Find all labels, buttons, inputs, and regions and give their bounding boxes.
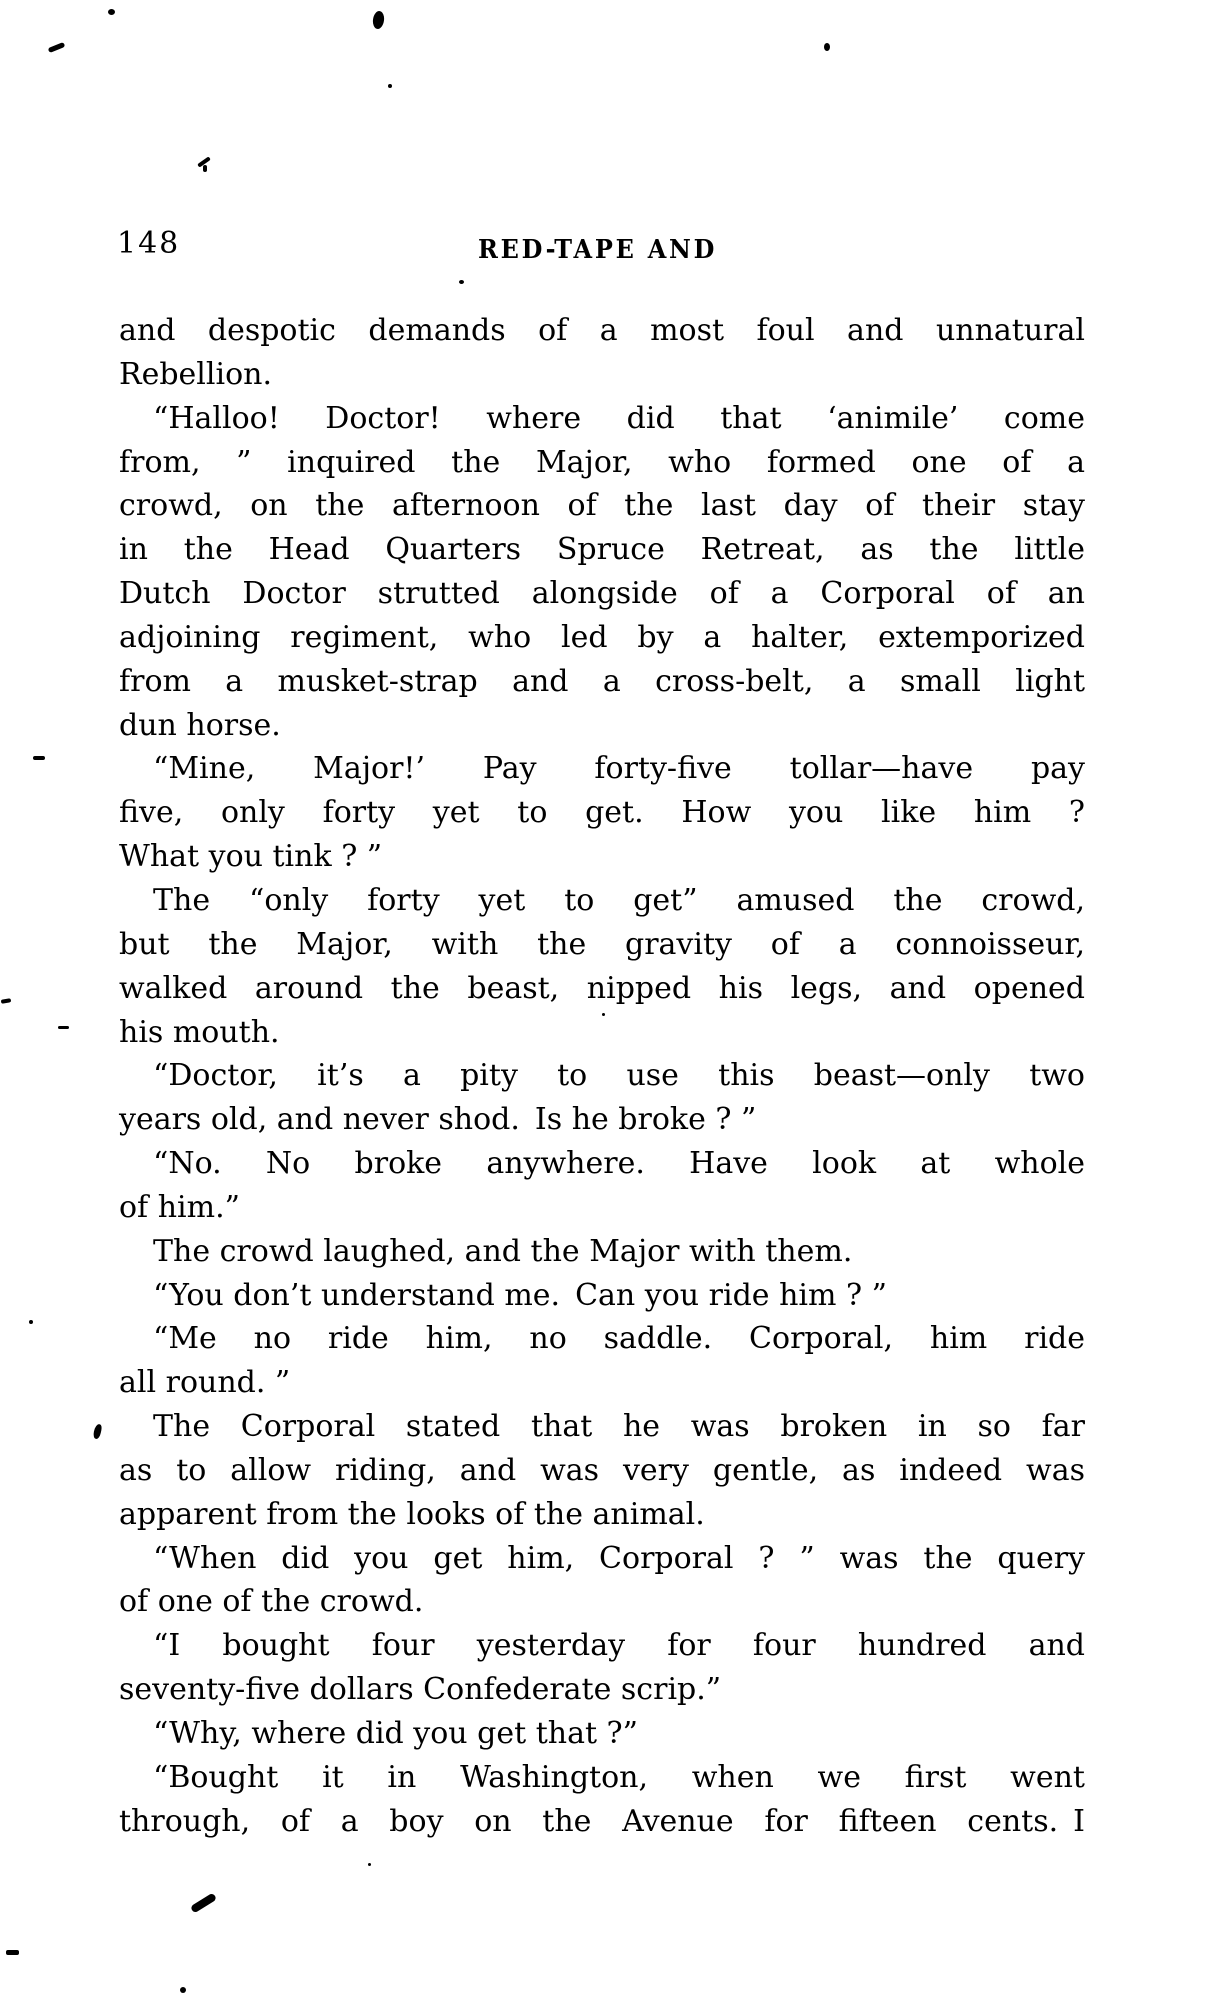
text-line: dun horse. <box>119 707 281 743</box>
text-line: “When did you get him, Corporal ? ” was the query <box>153 1540 1085 1576</box>
paragraph-stray-mark <box>93 1423 103 1439</box>
ink-speck <box>180 1987 186 1993</box>
text-line: Dutch Doctor strutted alongside of a Corporal of an <box>119 576 1085 612</box>
text-line: “Bought it in Washington, when we first went <box>153 1759 1085 1795</box>
text-line: years old, and never shod. Is he broke ? ” <box>119 1102 757 1138</box>
text-line: as to allow riding, and was very gentle, as indeed was <box>119 1452 1085 1488</box>
ink-speck <box>368 1863 371 1866</box>
text-line: “Mine, Major!’ Pay forty-five tollar—have pay <box>153 751 1085 787</box>
text-block <box>119 309 1085 1844</box>
ink-speck <box>602 1013 605 1016</box>
text-line: What you tink ? ” <box>119 839 383 875</box>
text-line: adjoining regiment, who led by a halter, extemporized <box>119 619 1085 655</box>
text-line: “Halloo! Doctor! where did that ‘animile’ come <box>153 400 1085 436</box>
ink-speck <box>48 42 66 53</box>
text-line: from a musket-strap and a cross-belt, a small light <box>119 663 1085 699</box>
text-line: five, only forty yet to get. How you like him ? <box>119 795 1085 831</box>
text-line: “I bought four yesterday for four hundred and <box>153 1628 1085 1664</box>
text-line: of him.” <box>119 1189 240 1225</box>
text-line: “You don’t understand me. Can you ride him ? ” <box>153 1277 887 1313</box>
ink-speck <box>33 756 45 760</box>
text-line: crowd, on the afternoon of the last day of their stay <box>119 488 1085 524</box>
text-line: “Doctor, it’s a pity to use this beast—only two <box>153 1058 1085 1094</box>
text-line: all round. ” <box>119 1365 291 1401</box>
ink-speck <box>824 43 830 51</box>
text-line: The “only forty yet to get” amused the crowd, <box>153 882 1085 918</box>
text-line: walked around the beast, nipped his legs, and opened <box>119 970 1085 1006</box>
ink-speck <box>459 280 464 284</box>
text-line: in the Head Quarters Spruce Retreat, as the little <box>119 532 1085 568</box>
text-line: and despotic demands of a most foul and unnatural <box>119 313 1085 348</box>
text-line: through, of a boy on the Avenue for fifteen cents. I <box>119 1803 1085 1839</box>
text-line: his mouth. <box>119 1014 280 1050</box>
ink-speck <box>1 998 12 1004</box>
text-line: from, ” inquired the Major, who formed one of a <box>119 444 1085 480</box>
ink-speck <box>203 165 207 172</box>
pen-stroke <box>190 1892 217 1913</box>
ink-speck <box>58 1026 69 1029</box>
text-line: “Why, where did you get that ?” <box>153 1716 638 1751</box>
page-number: 148 <box>117 226 181 261</box>
text-line: Rebellion. <box>119 356 273 392</box>
ink-speck <box>108 9 115 15</box>
running-header: RED-TAPE AND <box>478 235 718 265</box>
ink-speck <box>372 10 385 29</box>
ink-speck <box>6 1950 19 1955</box>
text-line: but the Major, with the gravity of a connoisseur, <box>119 926 1085 962</box>
text-line: The crowd laughed, and the Major with them. <box>153 1233 853 1269</box>
text-line: seventy-five dollars Confederate scrip.” <box>119 1672 722 1708</box>
ink-speck <box>388 84 392 88</box>
text-line: “No. No broke anywhere. Have look at whole <box>153 1146 1085 1182</box>
ink-speck <box>29 1320 33 1324</box>
text-line: The Corporal stated that he was broken in so far <box>153 1409 1085 1445</box>
text-line: apparent from the looks of the animal. <box>119 1496 705 1532</box>
text-line: of one of the crowd. <box>119 1584 424 1620</box>
text-line: “Me no ride him, no saddle. Corporal, him ride <box>153 1321 1085 1357</box>
